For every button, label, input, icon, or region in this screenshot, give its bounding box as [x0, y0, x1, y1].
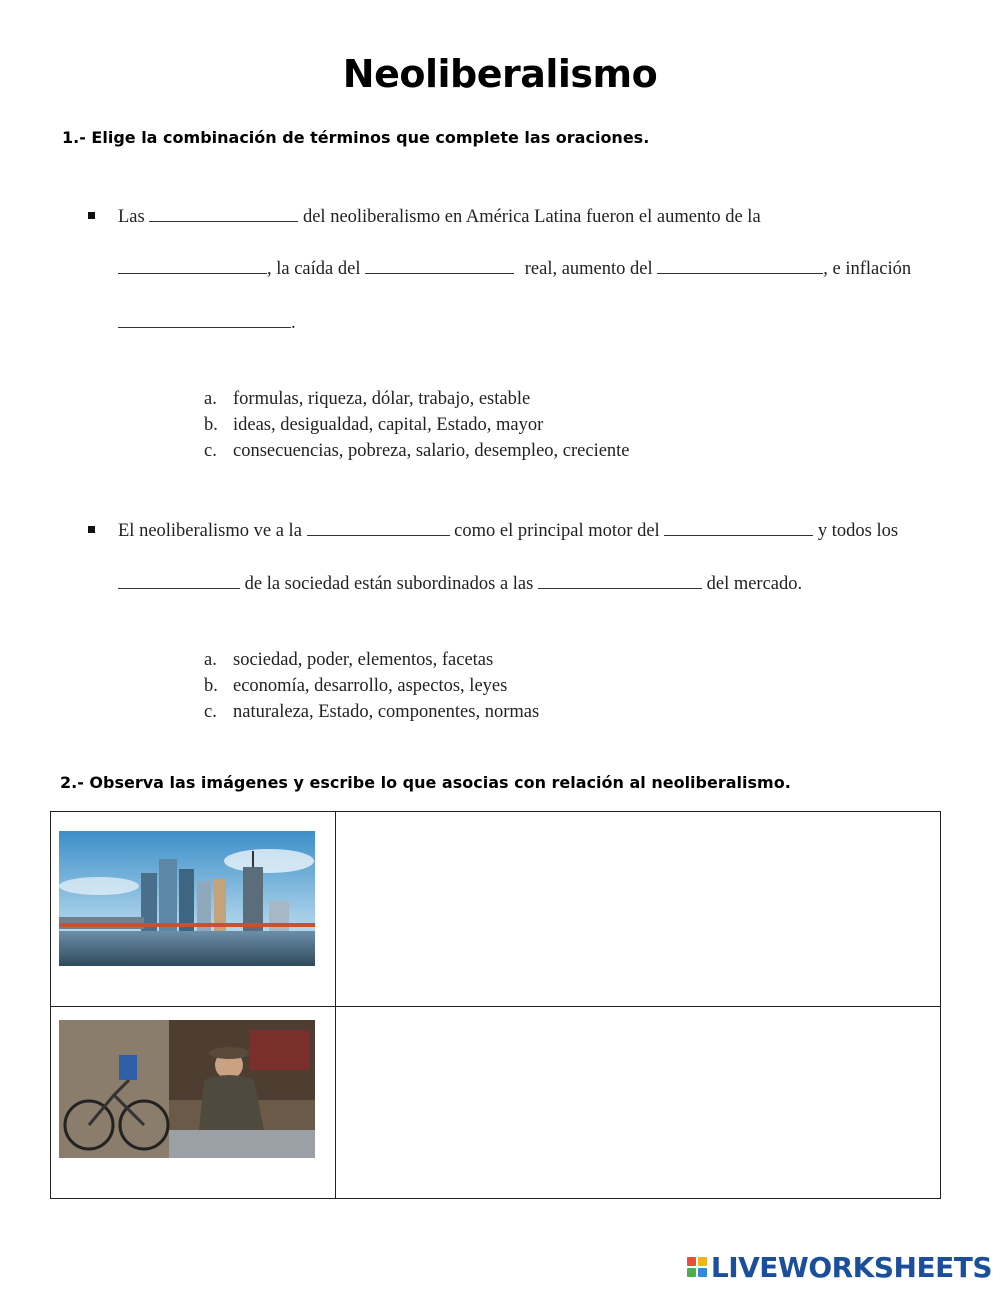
- q1-blank-2[interactable]: [118, 257, 267, 274]
- logo-block: [687, 1268, 696, 1277]
- q1-option-c[interactable]: [204, 441, 704, 465]
- q2-text-5: del mercado.: [706, 574, 803, 594]
- q2-blank-1[interactable]: [307, 519, 450, 536]
- q2-line-1: [118, 519, 898, 542]
- liveworksheets-logo: [687, 1252, 992, 1282]
- skyline-photo: [59, 831, 315, 966]
- page-title: Neoliberalismo: [342, 52, 658, 96]
- q1-line-1: [118, 205, 761, 228]
- q1-text-las: Las: [118, 207, 145, 227]
- option-text: ideas, desigualdad, capital, Estado, mayor: [233, 415, 544, 435]
- q2-blank-2[interactable]: [664, 519, 813, 536]
- poverty-photo: [59, 1020, 315, 1158]
- option-letter: c.: [204, 441, 217, 461]
- bullet-q1: [88, 212, 95, 219]
- section-2-heading: 2.- Observa las imágenes y escribe lo que asocias con relación al neoliberalismo.: [60, 773, 791, 792]
- q1-text-5: .: [291, 313, 296, 333]
- answer-box-2[interactable]: [336, 1007, 940, 1198]
- q1-option-b[interactable]: [204, 415, 704, 439]
- option-letter: b.: [204, 676, 218, 696]
- q1-text-3: real, aumento del: [524, 259, 653, 279]
- option-text: economía, desarrollo, aspectos, leyes: [233, 676, 508, 696]
- q2-option-a[interactable]: [204, 650, 704, 674]
- q1-line-2: [118, 257, 911, 280]
- q1-blank-1[interactable]: [149, 205, 298, 222]
- q2-text-3: y todos los: [817, 521, 899, 541]
- logo-block: [698, 1268, 707, 1277]
- q2-blank-4[interactable]: [538, 572, 702, 589]
- q1-line-3: [118, 311, 296, 334]
- logo-block: [687, 1257, 696, 1266]
- option-letter: b.: [204, 415, 218, 435]
- q2-text-1: El neoliberalismo ve a la: [118, 521, 302, 541]
- q1-text-4: , e inflación: [823, 259, 912, 279]
- q2-text-4: de la sociedad están subordinados a las: [244, 574, 534, 594]
- q2-blank-3[interactable]: [118, 572, 240, 589]
- option-text: naturaleza, Estado, componentes, normas: [233, 702, 540, 722]
- q1-text-2: , la caída del: [267, 259, 361, 279]
- option-letter: c.: [204, 702, 217, 722]
- q1-blank-5[interactable]: [118, 311, 291, 328]
- q2-option-b[interactable]: [204, 676, 704, 700]
- logo-blocks-icon: [687, 1257, 707, 1277]
- q1-blank-3[interactable]: [365, 257, 514, 274]
- q1-option-a[interactable]: [204, 389, 704, 413]
- logo-text: LIVEWORKSHEETS: [710, 1250, 992, 1284]
- answer-box-1[interactable]: [336, 812, 940, 1006]
- q2-text-2: como el principal motor del: [454, 521, 660, 541]
- logo-block: [698, 1257, 707, 1266]
- q1-blank-4[interactable]: [657, 257, 823, 274]
- q1-text-1: del neoliberalismo en América Latina fueron el aumento de la: [302, 207, 761, 227]
- option-letter: a.: [204, 650, 217, 670]
- option-text: consecuencias, pobreza, salario, desempleo, creciente: [233, 441, 630, 461]
- option-letter: a.: [204, 389, 217, 409]
- bullet-q2: [88, 526, 95, 533]
- option-text: formulas, riqueza, dólar, trabajo, estable: [233, 389, 531, 409]
- q2-option-c[interactable]: [204, 702, 704, 726]
- option-text: sociedad, poder, elementos, facetas: [233, 650, 494, 670]
- section-1-heading: 1.- Elige la combinación de términos que complete las oraciones.: [62, 128, 650, 147]
- q2-line-2: [118, 572, 802, 595]
